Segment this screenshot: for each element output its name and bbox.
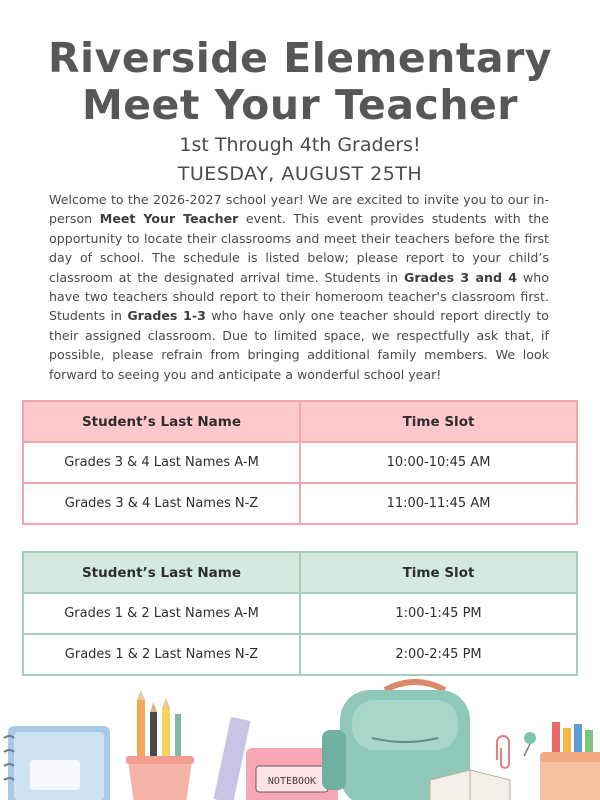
title-line-1: Riverside Elementary — [47, 34, 553, 82]
cell-last-name: Grades 3 & 4 Last Names A-M — [23, 442, 300, 483]
intro-text-3: who have two teachers should report to their homeroom teacher's classroom first. Students in — [49, 269, 549, 324]
intro-bold-2: Grades 3 and 4 — [403, 269, 518, 285]
cell-time-slot: 2:00-2:45 PM — [300, 634, 577, 675]
header-time-slot: Time Slot — [300, 552, 577, 593]
school-supplies-illustration — [0, 670, 600, 800]
table-row — [23, 442, 577, 483]
table-row — [23, 483, 577, 524]
pencil-cup-icon — [126, 690, 194, 800]
cell-time-slot: 1:00-1:45 PM — [300, 593, 577, 634]
cell-last-name: Grades 1 & 2 Last Names A-M — [23, 593, 300, 634]
ruler-icon — [213, 717, 250, 800]
cell-time-slot: 10:00-10:45 AM — [300, 442, 577, 483]
table-row — [23, 634, 577, 675]
cell-last-name: Grades 1 & 2 Last Names N-Z — [23, 634, 300, 675]
cell-last-name: Grades 3 & 4 Last Names N-Z — [23, 483, 300, 524]
paperclip-icon — [497, 736, 509, 768]
pencil-case-icon — [540, 722, 600, 800]
header-time-slot: Time Slot — [300, 401, 577, 442]
subtitle: 1st Through 4th Graders! — [179, 134, 421, 156]
title-line-2: Meet Your Teacher — [81, 81, 519, 129]
table-header-row — [23, 552, 577, 593]
event-date: TUESDAY, AUGUST 25TH — [177, 163, 423, 185]
cell-time-slot: 11:00-11:45 AM — [300, 483, 577, 524]
schedule-table-grades-3-4 — [22, 400, 578, 525]
intro-text-2: event. This event provides students with the opportunity to locate their classrooms and meet their teachers before the first day of school. The schedule is listed below; please report to your child’s classroom at the designated arrival time. Students in — [49, 211, 549, 285]
intro-text-1: Welcome to the 2026-2027 school year! We are excited to invite you to our in-person — [49, 192, 549, 227]
pushpin-icon — [524, 732, 536, 756]
schedule-table-grades-1-2 — [22, 551, 578, 676]
intro-bold-1: Meet Your Teacher — [99, 211, 239, 227]
intro-text-4: who have only one teacher should report directly to their assigned classroom. Due to limited space, we respectfully ask that, if possible, please refrain from bringing additional family members. We look forward to seeing you and anticipate a wonderful school year! — [49, 308, 549, 382]
intro-bold-3: Grades 1-3 — [127, 308, 206, 324]
header-last-name: Student’s Last Name — [23, 401, 300, 442]
spiral-notebook-icon — [4, 726, 110, 800]
header-last-name: Student’s Last Name — [23, 552, 300, 593]
intro-paragraph — [49, 190, 549, 384]
table-header-row — [23, 401, 577, 442]
table-row — [23, 593, 577, 634]
notebook-label: NOTEBOOK — [267, 776, 317, 787]
